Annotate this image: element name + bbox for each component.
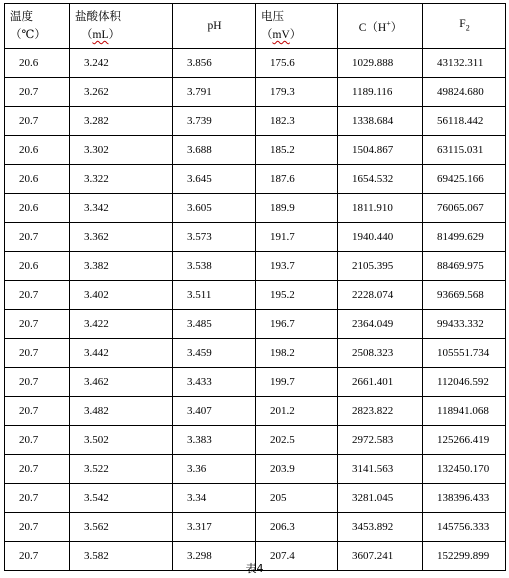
table-body [5, 49, 506, 571]
cell-ph: 3.36 [173, 455, 256, 484]
cell-temperature: 20.7 [5, 107, 70, 136]
cell-temperature: 20.7 [5, 542, 70, 571]
cell-voltage: 185.2 [256, 136, 338, 165]
cell-hcl-volume: 3.402 [70, 281, 173, 310]
header-voltage-label: 电压 [261, 11, 284, 23]
table-row [5, 339, 506, 368]
cell-voltage: 189.9 [256, 194, 338, 223]
cell-hcl-volume: 3.302 [70, 136, 173, 165]
cell-temperature: 20.6 [5, 165, 70, 194]
cell-f2: 81499.629 [423, 223, 506, 252]
header-concentration-base: C（H [358, 21, 387, 34]
cell-hcl-volume: 3.542 [70, 484, 173, 513]
header-hcl-volume-label: 盐酸体积 [75, 11, 121, 23]
header-concentration-sup: + [386, 19, 391, 29]
table-row [5, 194, 506, 223]
cell-voltage: 179.3 [256, 78, 338, 107]
header-f2 [423, 4, 506, 49]
header-hcl-volume [70, 4, 173, 49]
cell-voltage: 202.5 [256, 426, 338, 455]
unit-open-paren: （ [81, 29, 93, 41]
table-header [5, 4, 506, 49]
table-row [5, 78, 506, 107]
cell-voltage: 196.7 [256, 310, 338, 339]
unit-open-paren: （ [261, 29, 273, 41]
cell-temperature: 20.6 [5, 49, 70, 78]
unit-mv: mV [272, 29, 290, 41]
table-row [5, 165, 506, 194]
cell-voltage: 199.7 [256, 368, 338, 397]
cell-voltage: 207.4 [256, 542, 338, 571]
unit-close-paren: ） [289, 29, 302, 41]
cell-f2: 132450.170 [423, 455, 506, 484]
cell-ph: 3.459 [173, 339, 256, 368]
cell-ph: 3.317 [173, 513, 256, 542]
cell-temperature: 20.7 [5, 281, 70, 310]
cell-ph: 3.645 [173, 165, 256, 194]
cell-f2: 43132.311 [423, 49, 506, 78]
cell-temperature: 20.7 [5, 78, 70, 107]
cell-concentration: 3453.892 [338, 513, 423, 542]
cell-concentration: 1811.910 [338, 194, 423, 223]
cell-concentration: 2228.074 [338, 281, 423, 310]
cell-concentration: 1654.532 [338, 165, 423, 194]
cell-hcl-volume: 3.482 [70, 397, 173, 426]
cell-voltage: 195.2 [256, 281, 338, 310]
cell-hcl-volume: 3.242 [70, 49, 173, 78]
cell-temperature: 20.6 [5, 194, 70, 223]
table-row [5, 513, 506, 542]
cell-temperature: 20.6 [5, 252, 70, 281]
unit-close-paren: ） [108, 29, 120, 41]
cell-ph: 3.573 [173, 223, 256, 252]
cell-temperature: 20.7 [5, 339, 70, 368]
cell-ph: 3.688 [173, 136, 256, 165]
table-row [5, 455, 506, 484]
header-concentration [338, 4, 423, 49]
cell-f2: 105551.734 [423, 339, 506, 368]
header-temperature-unit: （℃） [10, 29, 46, 41]
cell-voltage: 203.9 [256, 455, 338, 484]
table-row [5, 281, 506, 310]
cell-temperature: 20.6 [5, 136, 70, 165]
header-f2-sub: 2 [465, 23, 470, 33]
cell-concentration: 2364.049 [338, 310, 423, 339]
cell-concentration: 3607.241 [338, 542, 423, 571]
cell-hcl-volume: 3.282 [70, 107, 173, 136]
cell-f2: 125266.419 [423, 426, 506, 455]
table-row [5, 107, 506, 136]
cell-f2: 56118.442 [423, 107, 506, 136]
cell-concentration: 3141.563 [338, 455, 423, 484]
cell-ph: 3.298 [173, 542, 256, 571]
table-row [5, 426, 506, 455]
cell-f2: 63115.031 [423, 136, 506, 165]
cell-ph: 3.856 [173, 49, 256, 78]
cell-ph: 3.511 [173, 281, 256, 310]
cell-f2: 99433.332 [423, 310, 506, 339]
cell-concentration: 2823.822 [338, 397, 423, 426]
cell-ph: 3.34 [173, 484, 256, 513]
header-row [5, 4, 506, 49]
cell-ph: 3.739 [173, 107, 256, 136]
cell-f2: 49824.680 [423, 78, 506, 107]
cell-f2: 76065.067 [423, 194, 506, 223]
cell-hcl-volume: 3.422 [70, 310, 173, 339]
cell-temperature: 20.7 [5, 426, 70, 455]
header-temperature-label: 温度 [10, 11, 33, 23]
cell-f2: 138396.433 [423, 484, 506, 513]
header-ph: pH [173, 4, 256, 49]
cell-voltage: 182.3 [256, 107, 338, 136]
cell-concentration: 1189.116 [338, 78, 423, 107]
cell-hcl-volume: 3.462 [70, 368, 173, 397]
cell-hcl-volume: 3.502 [70, 426, 173, 455]
cell-f2: 152299.899 [423, 542, 506, 571]
cell-hcl-volume: 3.522 [70, 455, 173, 484]
cell-voltage: 175.6 [256, 49, 338, 78]
header-hcl-volume-unit [75, 26, 120, 44]
cell-concentration: 2508.323 [338, 339, 423, 368]
data-table [4, 3, 506, 571]
cell-ph: 3.485 [173, 310, 256, 339]
cell-hcl-volume: 3.382 [70, 252, 173, 281]
cell-hcl-volume: 3.262 [70, 78, 173, 107]
cell-voltage: 206.3 [256, 513, 338, 542]
cell-ph: 3.605 [173, 194, 256, 223]
cell-concentration: 2972.583 [338, 426, 423, 455]
table-row [5, 397, 506, 426]
cell-hcl-volume: 3.562 [70, 513, 173, 542]
cell-concentration: 3281.045 [338, 484, 423, 513]
cell-concentration: 2105.395 [338, 252, 423, 281]
cell-ph: 3.538 [173, 252, 256, 281]
table-row [5, 310, 506, 339]
cell-voltage: 201.2 [256, 397, 338, 426]
cell-f2: 145756.333 [423, 513, 506, 542]
header-f2-base: F [459, 17, 466, 30]
cell-voltage: 193.7 [256, 252, 338, 281]
cell-f2: 69425.166 [423, 165, 506, 194]
table-caption: 表4 [245, 562, 264, 575]
cell-temperature: 20.7 [5, 368, 70, 397]
cell-hcl-volume: 3.362 [70, 223, 173, 252]
header-temperature [5, 4, 70, 49]
cell-temperature: 20.7 [5, 310, 70, 339]
cell-ph: 3.791 [173, 78, 256, 107]
table-row [5, 223, 506, 252]
cell-f2: 118941.068 [423, 397, 506, 426]
cell-concentration: 1338.684 [338, 107, 423, 136]
table-row [5, 49, 506, 78]
cell-temperature: 20.7 [5, 484, 70, 513]
cell-hcl-volume: 3.322 [70, 165, 173, 194]
header-voltage [256, 4, 338, 49]
cell-concentration: 1504.867 [338, 136, 423, 165]
cell-voltage: 205 [256, 484, 338, 513]
cell-hcl-volume: 3.442 [70, 339, 173, 368]
table-row [5, 136, 506, 165]
cell-concentration: 1029.888 [338, 49, 423, 78]
cell-f2: 93669.568 [423, 281, 506, 310]
cell-hcl-volume: 3.582 [70, 542, 173, 571]
cell-temperature: 20.7 [5, 513, 70, 542]
cell-ph: 3.383 [173, 426, 256, 455]
cell-ph: 3.407 [173, 397, 256, 426]
header-concentration-close: ） [390, 21, 403, 34]
cell-ph: 3.433 [173, 368, 256, 397]
header-voltage-unit [261, 29, 301, 41]
cell-voltage: 198.2 [256, 339, 338, 368]
unit-ml: mL [92, 29, 109, 41]
cell-voltage: 191.7 [256, 223, 338, 252]
cell-f2: 88469.975 [423, 252, 506, 281]
table-row [5, 484, 506, 513]
cell-hcl-volume: 3.342 [70, 194, 173, 223]
cell-voltage: 187.6 [256, 165, 338, 194]
cell-temperature: 20.7 [5, 455, 70, 484]
cell-temperature: 20.7 [5, 223, 70, 252]
table-row [5, 252, 506, 281]
cell-temperature: 20.7 [5, 397, 70, 426]
table-row [5, 368, 506, 397]
cell-f2: 112046.592 [423, 368, 506, 397]
cell-concentration: 1940.440 [338, 223, 423, 252]
cell-concentration: 2661.401 [338, 368, 423, 397]
